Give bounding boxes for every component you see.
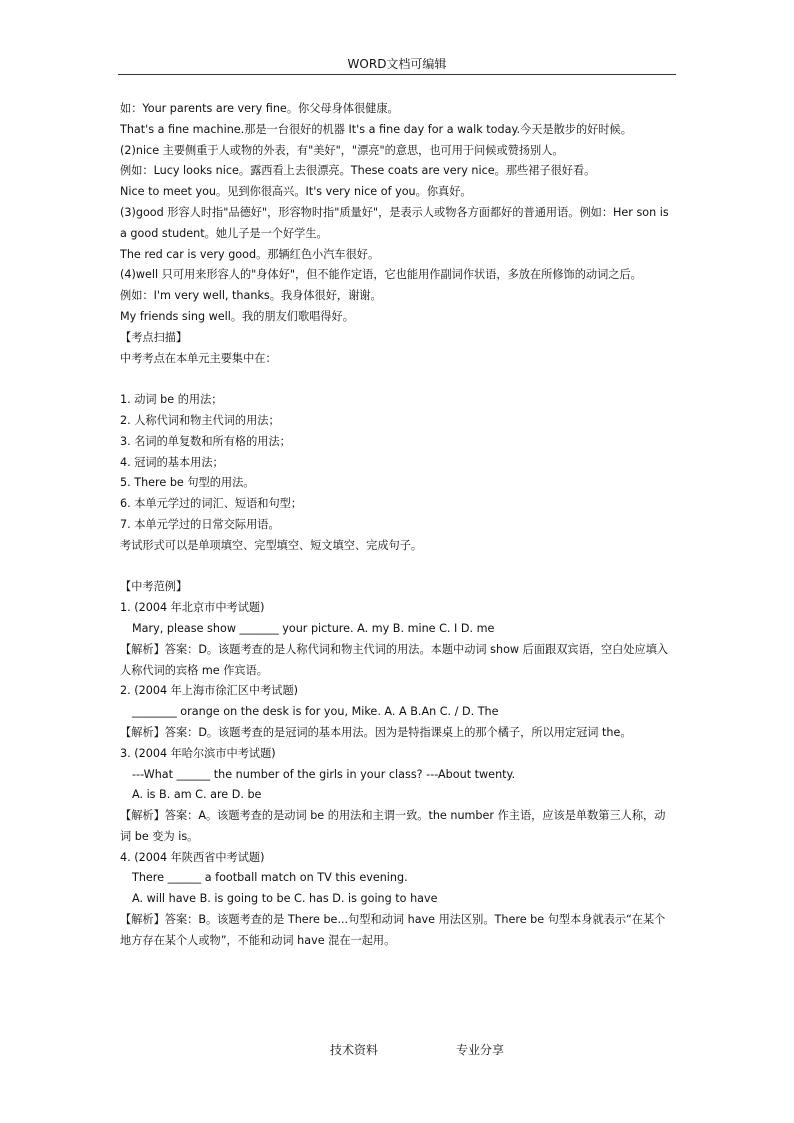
question-1-text: Mary, please show _______ your picture. A. my B. mine C. I D. me <box>132 621 495 635</box>
well-explanation: (4)well 只可用来形容人的"身体好"，但不能作定语，它也能用作副词作状语，多放在所修饰的动词之后。 <box>120 268 642 282</box>
exam-point-item: 6. 本单元学过的词汇、短语和句型； <box>120 497 303 511</box>
exam-point-item: 2. 人称代词和物主代词的用法； <box>120 413 280 427</box>
well-example-2: My friends sing well。我的朋友们歌唱得好。 <box>120 309 354 323</box>
example-fine-1: 如：Your parents are very fine。你父母身体很健康。 <box>120 102 399 115</box>
question-4-text: There ______ a football match on TV this evening. <box>132 871 408 885</box>
exam-format: 考试形式可以是单项填空、完型填空、短文填空、完成句子。 <box>120 538 423 552</box>
exam-point-item: 5. There be 句型的用法。 <box>120 476 255 490</box>
question-1-source: 1. (2004 年北京市中考试题) <box>120 601 265 615</box>
question-1-analysis: 【解析】答案：D。该题考查的是人称代词和物主代词的用法。本题中动词 show 后面跟双宾语，空白处应填入人称代词的宾格 me 作宾语。 <box>120 642 669 677</box>
question-4-analysis: 【解析】答案：B。该题考查的是 There be...句型和动词 have 用法区别。There be 句型本身就表示“在某个地方存在某个人或物”，不能和动词 have 混在一起用。 <box>120 913 666 947</box>
question-2-text: ________ orange on the desk is for you, Mike. A. A B.An C. / D. The <box>132 705 499 719</box>
document-body <box>120 99 676 952</box>
question-2-source: 2. (2004 年上海市徐汇区中考试题) <box>120 684 299 698</box>
good-example: The red car is very good。那辆红色小汽车很好。 <box>120 247 380 261</box>
question-4-options: A. will have B. is going to be C. has D. is going to have <box>132 892 438 906</box>
footer-left-text: 技术资料 <box>330 1043 379 1057</box>
nice-example-2: Nice to meet you。见到你很高兴。It's very nice of you。你真好。 <box>120 185 472 199</box>
nice-explanation: (2)nice 主要侧重于人或物的外表，有"美好"，"漂亮"的意思，也可用于问候或赞扬别人。 <box>120 143 564 157</box>
blank-line <box>120 369 676 390</box>
section-heading-exam-examples: 【中考范例】 <box>120 580 188 594</box>
header-divider <box>118 74 676 75</box>
question-4-source: 4. (2004 年陕西省中考试题) <box>120 850 265 864</box>
good-explanation: (3)good 形容人时指"品德好"，形容物时指"质量好"，是表示人或物各方面都好的普通用语。例如：Her son is a good student。她儿子是一个好学生。 <box>120 205 669 240</box>
footer-right-text: 专业分享 <box>456 1043 505 1057</box>
exam-point-item: 1. 动词 be 的用法； <box>120 393 223 407</box>
exam-points-intro: 中考考点在本单元主要集中在： <box>120 351 277 365</box>
question-3-analysis: 【解析】答案：A。该题考查的是动词 be 的用法和主谓一致。the number 作主语，应该是单数第三人称，动词 be 变为 is。 <box>120 809 666 843</box>
blank-line <box>120 557 676 578</box>
question-3-text: ---What ______ the number of the girls in your class? ---About twenty. <box>132 767 516 781</box>
page-header: WORD文档可编辑 <box>347 57 447 71</box>
exam-point-item: 3. 名词的单复数和所有格的用法； <box>120 434 291 448</box>
page-footer <box>0 1042 794 1058</box>
exam-point-item: 7. 本单元学过的日常交际用语。 <box>120 517 280 531</box>
section-heading-exam-points: 【考点扫描】 <box>120 330 188 344</box>
well-example-1: 例如：I'm very well, thanks。我身体很好，谢谢。 <box>120 289 382 303</box>
question-3-options: A. is B. am C. are D. be <box>132 788 262 802</box>
question-2-analysis: 【解析】答案：D。该题考查的是冠词的基本用法。因为是特指课桌上的那个橘子，所以用定冠词 the。 <box>120 725 632 739</box>
nice-example-1: 例如：Lucy looks nice。露西看上去很漂亮。These coats are very nice。那些裙子很好看。 <box>120 164 596 178</box>
exam-point-item: 4. 冠词的基本用法； <box>120 455 224 469</box>
example-fine-2: That's a fine machine.那是一台很好的机器 It's a fine day for a walk today.今天是散步的好时候。 <box>120 122 632 136</box>
question-3-source: 3. (2004 年哈尔滨市中考试题) <box>120 746 276 760</box>
